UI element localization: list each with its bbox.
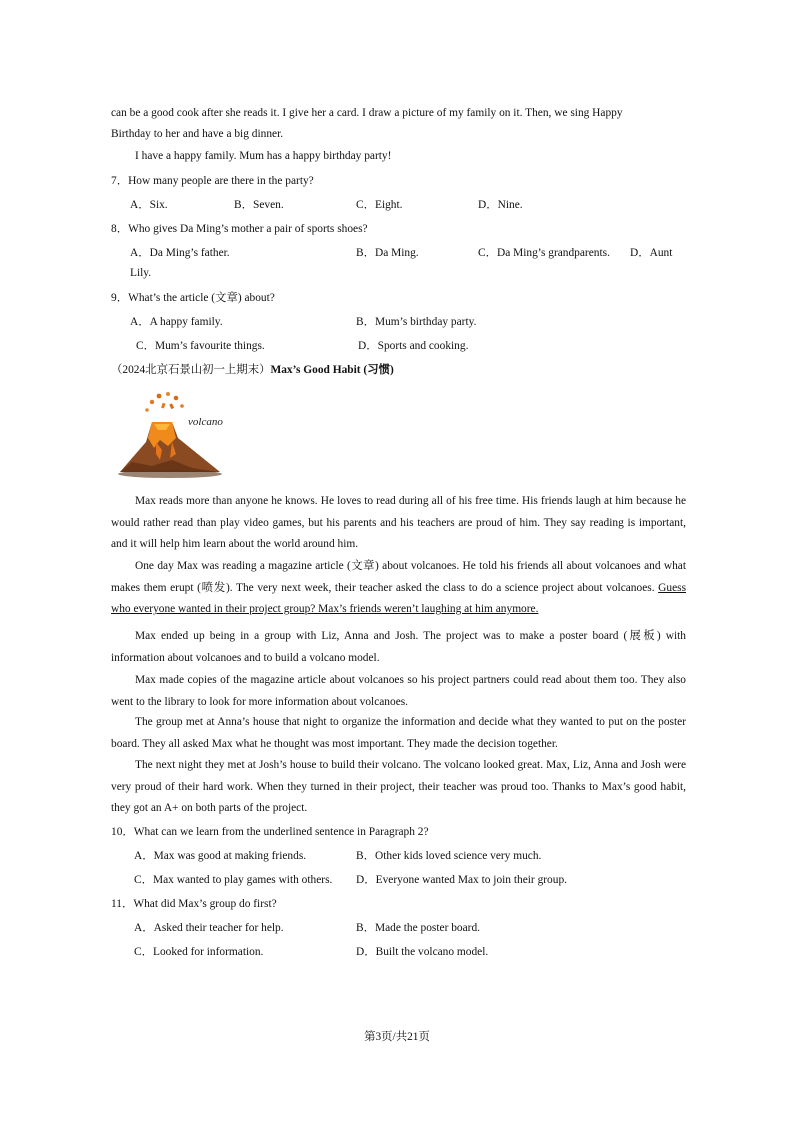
question-7-option-d: D．Nine. (478, 199, 523, 211)
question-8-option-b: B．Da Ming. (356, 247, 419, 259)
question-10-stem: 10．What can we learn from the underlined sentence in Paragraph 2? (111, 826, 429, 838)
question-7-option-b: B．Seven. (234, 199, 284, 211)
question-10-option-a: A．Max was good at making friends. (134, 850, 307, 862)
question-7-option-a: A．Six. (130, 199, 168, 211)
paragraph-3: Max ended up being in a group with Liz, Anna and Josh. The project was to make a poster board (展板) with information about volcanoes and to build a volcano model. (111, 630, 686, 664)
question-10-option-b: B．Other kids loved science very much. (356, 850, 542, 862)
question-8-stem: 8．Who gives Da Ming’s mother a pair of sports shoes? (111, 223, 368, 235)
page-number-footer: 第3页/共21页 (364, 1031, 430, 1043)
question-7-option-c: C．Eight. (356, 199, 403, 211)
question-9-option-d: D．Sports and cooking. (358, 340, 469, 352)
question-11-stem: 11．What did Max’s group do first? (111, 898, 277, 910)
paragraph-2-text: One day Max was reading a magazine article (文章) about volcanoes. He told his friends all about volcanoes and what makes them erupt (喷发). The very next week, their teacher asked the class to do a science project about volcanoes. (111, 560, 686, 594)
question-7-stem: 7．How many people are there in the party? (111, 175, 314, 187)
question-8-option-d: D．Aunt (630, 247, 673, 259)
paragraph-6: The next night they met at Josh’s house to build their volcano. The volcano looked great. Max, Liz, Anna and Josh were very proud of their hard work. When they turned in their project, their teacher was proud too. Thanks to Max’s good habit, they got an A+ on both parts of the project. (111, 759, 686, 814)
volcano-label: volcano (188, 416, 223, 428)
question-11-option-a: A．Asked their teacher for help. (134, 922, 284, 934)
section-title: Max’s Good Habit (习惯) (270, 364, 394, 376)
question-11-option-b: B．Made the poster board. (356, 922, 481, 934)
question-10-option-c: C．Max wanted to play games with others. (134, 874, 333, 886)
volcano-image (112, 388, 232, 480)
question-10-option-d: D．Everyone wanted Max to join their group. (356, 874, 567, 886)
question-9-option-b: B．Mum’s birthday party. (356, 316, 477, 328)
paragraph-2 (111, 556, 686, 621)
question-11-option-d: D．Built the volcano model. (356, 946, 489, 958)
intro-line-1: can be a good cook after she reads it. I give her a card. I draw a picture of my family on it. Then, we sing Happy (111, 107, 623, 119)
question-9-option-c: C．Mum’s favourite things. (136, 340, 265, 352)
paragraph-5: The group met at Anna’s house that night to organize the information and decide what they wanted to put on the poster board. They all asked Max what he thought was most important. They made the decision together. (111, 716, 686, 750)
question-11-option-c: C．Looked for information. (134, 946, 264, 958)
section-source: （2024北京石景山初一上期末） (111, 364, 271, 376)
question-8-option-a: A．Da Ming’s father. (130, 247, 230, 259)
intro-line-3: I have a happy family. Mum has a happy birthday party! (135, 150, 392, 162)
question-8-option-c: C．Da Ming’s grandparents. (478, 247, 610, 259)
underlined-sentence: Guess who everyone wanted in their project group? Max’s friends weren’t laughing at him anymore. (111, 581, 686, 615)
question-8-option-d-wrap: Lily. (130, 267, 152, 279)
paragraph-4: Max made copies of the magazine article about volcanoes so his project partners could read about them too. They also went to the library to look for more information about volcanoes. (111, 674, 686, 708)
question-9-stem: 9．What’s the article (文章) about? (111, 292, 275, 304)
intro-line-2: Birthday to her and have a big dinner. (111, 128, 284, 140)
question-9-option-a: A．A happy family. (130, 316, 223, 328)
section-heading (111, 361, 394, 377)
paragraph-1: Max reads more than anyone he knows. He loves to read during all of his free time. His friends laugh at him because he would rather read than play video games, but his parents and his teachers are proud of him. They say reading is important, and it will help him learn about the world around him. (111, 495, 686, 550)
lava-sparks (145, 392, 184, 412)
